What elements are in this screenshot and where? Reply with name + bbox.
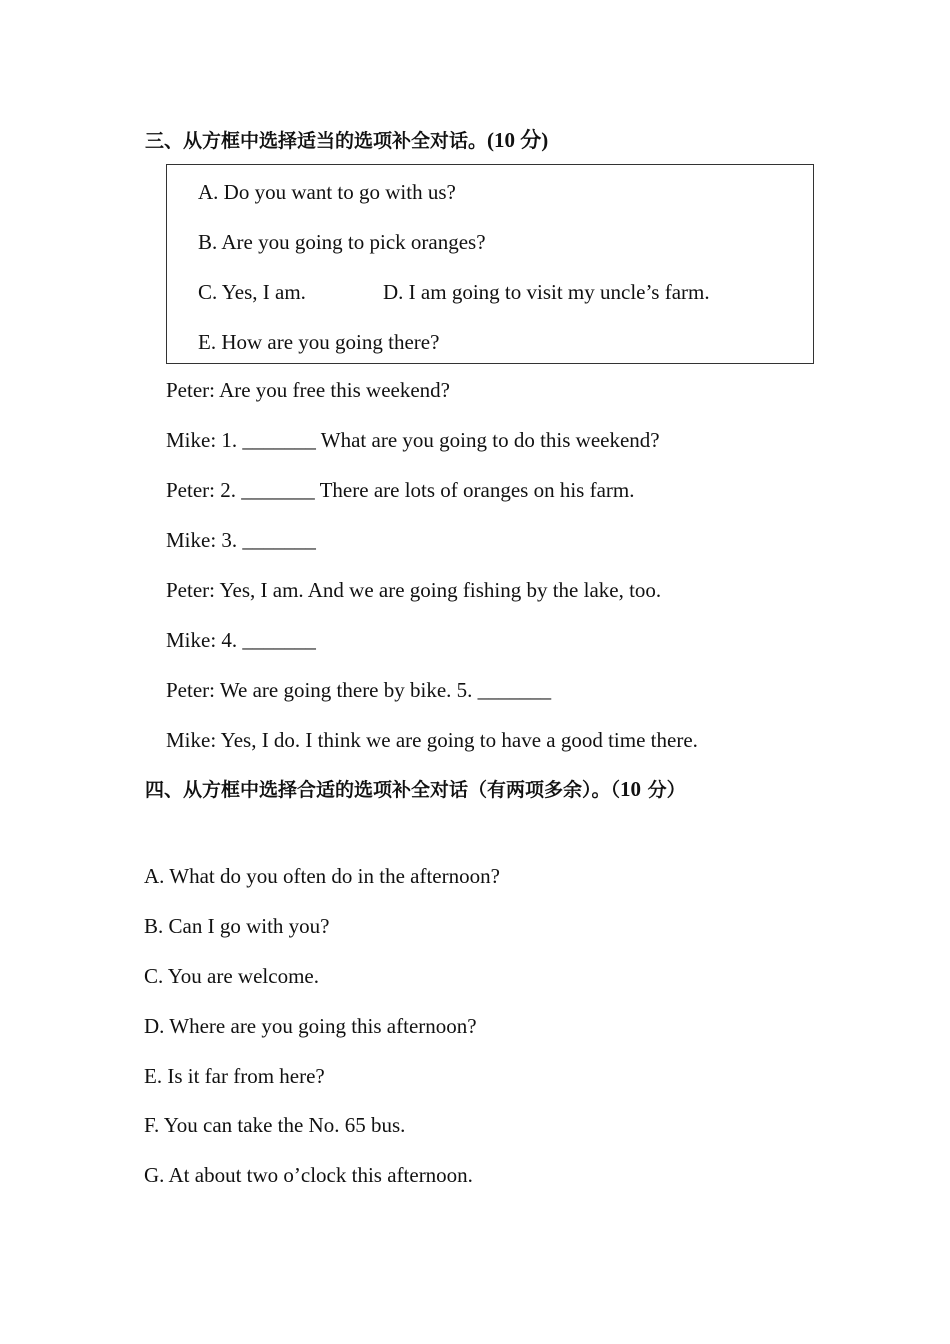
section-4-heading-text: 四、从方框中选择合适的选项补全对话（有两项多余）。（ (145, 779, 621, 801)
section-4-option: D. Where are you going this afternoon? (144, 1014, 477, 1038)
section-4-score: 10 (620, 777, 642, 801)
section-4-option: C. You are welcome. (144, 964, 319, 988)
dialogue-line: Peter: Are you free this weekend? (166, 378, 450, 402)
option-c: C. Yes, I am. (198, 280, 306, 304)
section-4-option: E. Is it far from here? (144, 1064, 325, 1088)
section-4-option: B. Can I go with you? (144, 914, 330, 938)
section-4-option: G. At about two o’clock this afternoon. (144, 1163, 473, 1187)
dialogue-line: Peter: 2. _______ There are lots of oranges on his farm. (166, 478, 635, 502)
section-4-option: F. You can take the No. 65 bus. (144, 1113, 406, 1137)
dialogue-line: Peter: Yes, I am. And we are going fishing by the lake, too. (166, 578, 662, 602)
option-b: B. Are you going to pick oranges? (198, 230, 486, 254)
dialogue-line: Peter: We are going there by bike. 5. _______ (166, 678, 552, 702)
dialogue-line: Mike: 3. _______ (166, 528, 316, 552)
section-3-option-box (166, 164, 814, 364)
dialogue-line: Mike: 4. _______ (166, 628, 316, 652)
section-3-heading-text: 三、从方框中选择适当的选项补全对话。 (145, 130, 488, 152)
option-a: A. Do you want to go with us? (198, 180, 456, 204)
section-4-option: A. What do you often do in the afternoon? (144, 864, 500, 888)
dialogue-line: Mike: 1. _______ What are you going to do this weekend? (166, 428, 660, 452)
section-3-heading (145, 128, 548, 153)
section-4-heading-end: 分） (641, 779, 686, 801)
section-4-heading (145, 777, 686, 802)
option-e: E. How are you going there? (198, 330, 440, 354)
section-3-score: (10 分) (487, 128, 549, 152)
option-d: D. I am going to visit my uncle’s farm. (383, 280, 710, 304)
dialogue-line: Mike: Yes, I do. I think we are going to have a good time there. (166, 728, 698, 752)
